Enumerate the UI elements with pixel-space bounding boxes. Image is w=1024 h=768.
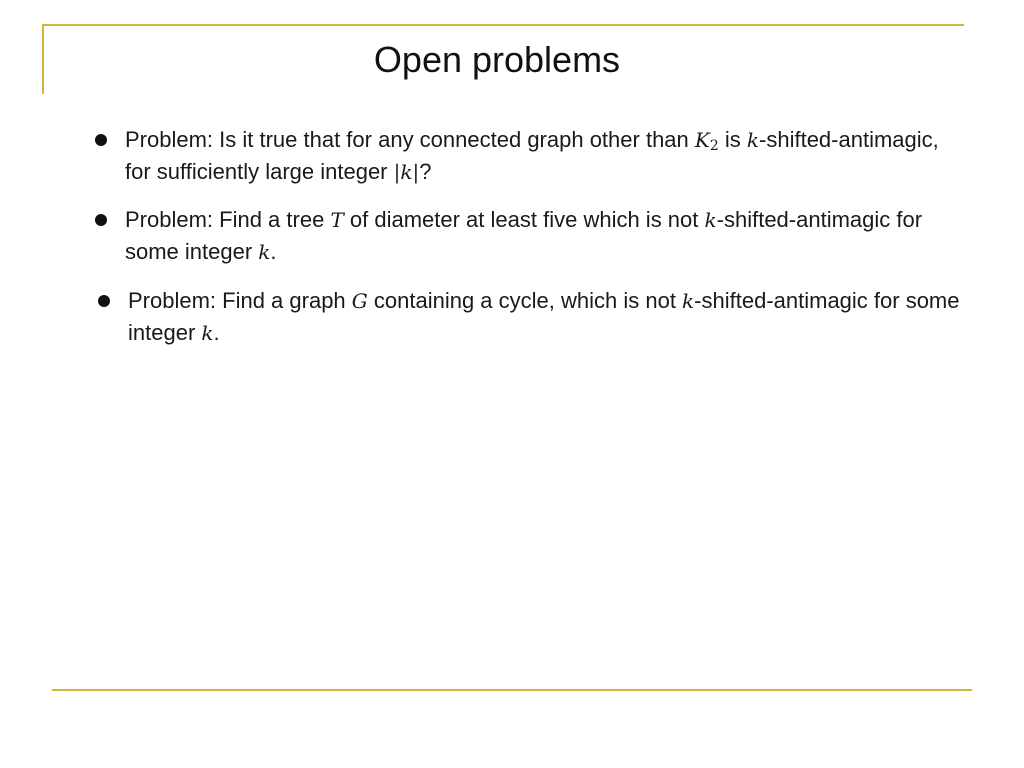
- problem-text-1: Problem: Is it true that for any connected graph other than $K_2$ is k-shifted-antimagic, for sufficiently large integer |k|?: [125, 127, 939, 184]
- slide-title: Open problems: [373, 39, 621, 80]
- problem-text-2: Problem: Find a tree T of diameter at least five which is not k-shifted-antimagic for some integer k.: [125, 207, 923, 264]
- math-symbol: k: [258, 240, 271, 264]
- bullet-icon: [98, 295, 110, 307]
- math-symbol: $K_2$: [694, 128, 719, 154]
- math-symbol: T: [330, 208, 344, 232]
- frame-top-rule: [42, 24, 964, 26]
- problem-item-2: [95, 204, 965, 268]
- bullet-icon: [95, 214, 107, 226]
- math-symbol: k: [746, 128, 760, 152]
- bullet-icon: [95, 134, 107, 146]
- problem-item-1: [95, 124, 965, 188]
- math-symbol: k: [682, 289, 695, 313]
- math-symbol: G: [351, 289, 368, 313]
- frame-bottom-rule: [52, 689, 972, 691]
- problem-item-3: [98, 285, 968, 349]
- problem-text-3: Problem: Find a graph G containing a cycle, which is not k-shifted-antimagic for some integer k.: [128, 288, 960, 345]
- math-symbol: |k|: [393, 160, 420, 184]
- math-symbol: k: [201, 321, 214, 345]
- math-symbol: k: [704, 208, 717, 232]
